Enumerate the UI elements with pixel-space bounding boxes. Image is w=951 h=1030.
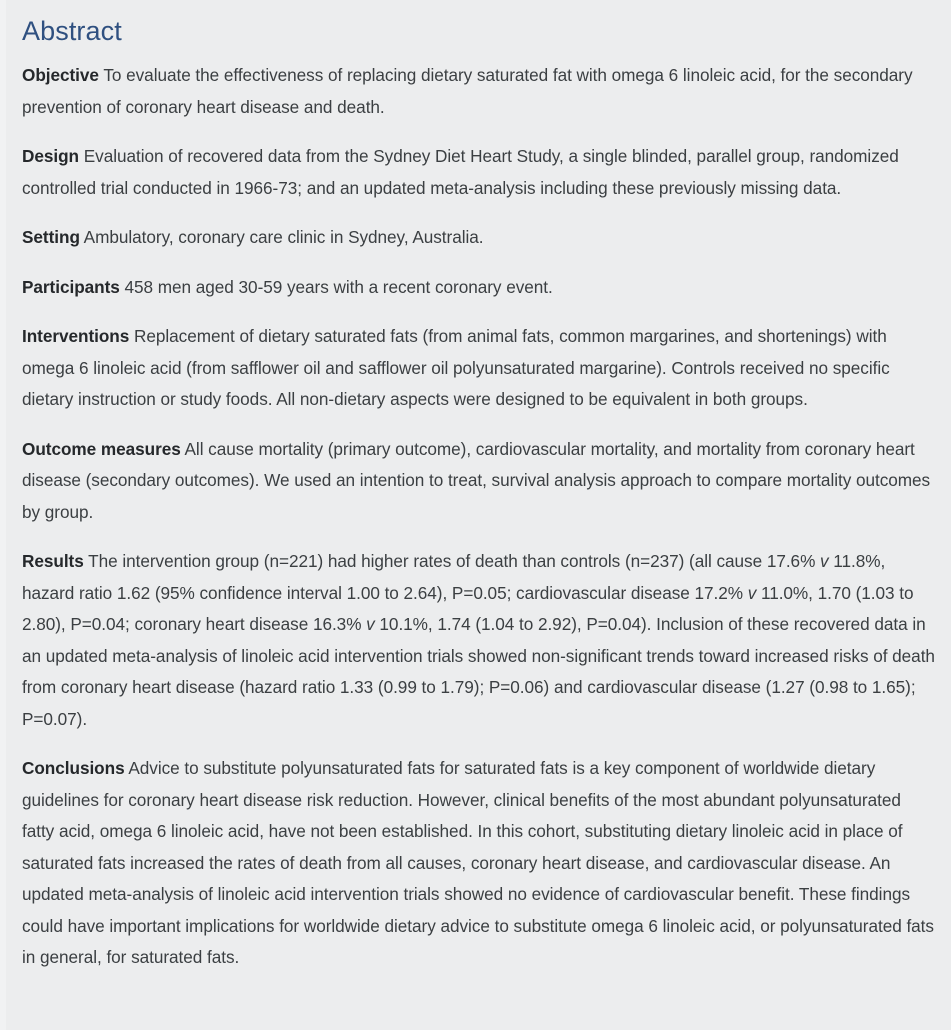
- abstract-section-label: Participants: [22, 276, 120, 297]
- versus-abbreviation: v: [747, 582, 757, 603]
- abstract-paragraph: [22, 321, 937, 416]
- abstract-section-label: Interventions: [22, 326, 130, 347]
- abstract-section-text: The intervention group (n=221) had higher rates of death than controls (n=237) (all cause 17.6%: [83, 551, 821, 572]
- abstract-section-text: 11.8%, hazard ratio 1.62 (95% confidence interval 1.00 to 2.64), P=0.05; cardiovascular disease 17.2%: [22, 551, 886, 603]
- abstract-section-text: 458 men aged 30-59 years with a recent coronary event.: [119, 276, 553, 297]
- abstract-paragraph: [22, 222, 937, 254]
- page-title: Abstract: [22, 16, 122, 46]
- versus-abbreviation: v: [820, 551, 829, 572]
- abstract-section-text: Ambulatory, coronary care clinic in Sydney, Australia.: [79, 227, 484, 248]
- versus-abbreviation: v: [366, 614, 375, 635]
- abstract-paragraph: [22, 434, 937, 529]
- abstract-paragraph: [22, 60, 937, 123]
- abstract-paragraph: [22, 141, 937, 204]
- abstract-section-label: Setting: [22, 227, 80, 248]
- abstract-section-text: Advice to substitute polyunsaturated fats for saturated fats is a key component of worldwide dietary guidelines for coronary heart disease risk reduction. However, clinical benefits of the most abundant polyunsaturated fatty acid, omega 6 linoleic acid, have not been established. In this cohort, substituting dietary linoleic acid in place of saturated fats increased the rates of death from all causes, coronary heart disease, and cardiovascular disease. An updated meta-analysis of linoleic acid intervention trials showed no evidence of cardiovascular benefit. These findings could have important implications for worldwide dietary advice to substitute omega 6 linoleic acid, or polyunsaturated fats in general, for saturated fats.: [22, 758, 934, 968]
- abstract-section-label: Results: [22, 551, 84, 572]
- abstract-section-text: 10.1%, 1.74 (1.04 to 2.92), P=0.04). Inclusion of these recovered data in an updated meta-analysis of linoleic acid intervention trials showed non-significant trends toward increased risks of death from coronary heart disease (hazard ratio 1.33 (0.99 to 1.79); P=0.06) and cardiovascular disease (1.27 (0.98 to 1.65); P=0.07).: [22, 614, 935, 729]
- abstract-section-text: Evaluation of recovered data from the Sydney Diet Heart Study, a single blinded, parallel group, randomized controlled trial conducted in 1966-73; and an updated meta-analysis including these previously missing data.: [22, 146, 899, 198]
- abstract-section-label: Conclusions: [22, 758, 125, 779]
- abstract-section-label: Design: [22, 146, 80, 167]
- abstract-section-text: To evaluate the effectiveness of replacing dietary saturated fat with omega 6 linoleic acid, for the secondary prevention of coronary heart disease and death.: [22, 65, 913, 117]
- abstract-section-text: 11.0%, 1.70 (1.03 to 2.80), P=0.04; coronary heart disease 16.3%: [22, 582, 914, 635]
- abstract-section-text: All cause mortality (primary outcome), cardiovascular mortality, and mortality from coronary heart disease (secondary outcomes). We used an intention to treat, survival analysis approach to compare mortality outcomes by group.: [22, 438, 931, 522]
- abstract-sections: [22, 60, 939, 974]
- abstract-paragraph: [22, 272, 937, 304]
- abstract-section-label: Objective: [22, 65, 99, 86]
- abstract-paragraph: [22, 753, 937, 974]
- abstract-section-text: Replacement of dietary saturated fats (from animal fats, common margarines, and shortenings) with omega 6 linoleic acid (from safflower oil and safflower oil polyunsaturated margarine). Controls received no specific dietary instruction or study foods. All non-dietary aspects were designed to be equivalent in both groups.: [22, 326, 890, 410]
- abstract-paragraph: [22, 546, 937, 735]
- abstract-section-label: Outcome measures: [22, 438, 181, 459]
